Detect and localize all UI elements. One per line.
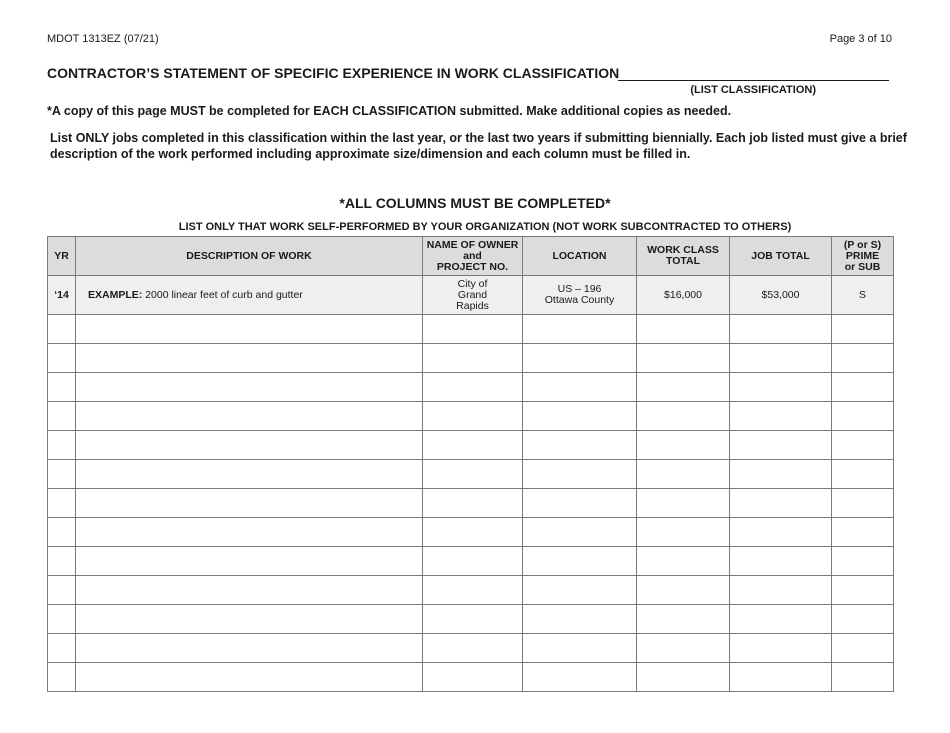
example-description-text: 2000 linear feet of curb and gutter	[145, 288, 303, 301]
entry-cell-owner[interactable]	[423, 489, 523, 518]
entry-cell-prime-sub[interactable]	[832, 460, 894, 489]
entry-cell-yr[interactable]	[48, 431, 76, 460]
entry-cell-owner[interactable]	[423, 315, 523, 344]
table-row	[48, 634, 894, 663]
example-location: US – 196 Ottawa County	[523, 276, 637, 315]
entry-cell-prime-sub[interactable]	[832, 489, 894, 518]
entry-cell-owner[interactable]	[423, 373, 523, 402]
entry-cell-prime-sub[interactable]	[832, 402, 894, 431]
col-header-work-class-total: WORK CLASS TOTAL	[637, 237, 730, 276]
entry-cell-work-class-total[interactable]	[637, 460, 730, 489]
entry-cell-job-total[interactable]	[730, 518, 832, 547]
page-number: Page 3 of 10	[829, 33, 892, 45]
entry-cell-work-class-total[interactable]	[637, 373, 730, 402]
example-yr: ‘14	[48, 276, 76, 315]
entry-cell-prime-sub[interactable]	[832, 576, 894, 605]
entry-cell-yr[interactable]	[48, 663, 76, 692]
entry-cell-work-class-total[interactable]	[637, 315, 730, 344]
entry-cell-yr[interactable]	[48, 344, 76, 373]
entry-cell-owner[interactable]	[423, 576, 523, 605]
entry-cell-prime-sub[interactable]	[832, 373, 894, 402]
entry-cell-location[interactable]	[523, 431, 637, 460]
entry-cell-work-class-total[interactable]	[637, 431, 730, 460]
example-work-class-total: $16,000	[637, 276, 730, 315]
entry-cell-work-class-total[interactable]	[637, 518, 730, 547]
copy-note: *A copy of this page MUST be completed for EACH CLASSIFICATION submitted. Make additional copies as needed.	[47, 104, 732, 118]
entry-cell-owner[interactable]	[423, 431, 523, 460]
table-row	[48, 460, 894, 489]
entry-cell-yr[interactable]	[48, 373, 76, 402]
table-header-row	[48, 237, 894, 276]
entry-cell-work-class-total[interactable]	[637, 663, 730, 692]
entry-cell-description[interactable]	[76, 460, 423, 489]
classification-field[interactable]	[618, 80, 889, 81]
entry-cell-owner[interactable]	[423, 402, 523, 431]
table-row	[48, 315, 894, 344]
example-row	[48, 276, 894, 315]
table-row	[48, 576, 894, 605]
entry-cell-yr[interactable]	[48, 460, 76, 489]
entry-cell-job-total[interactable]	[730, 460, 832, 489]
example-job-total: $53,000	[730, 276, 832, 315]
entry-cell-prime-sub[interactable]	[832, 518, 894, 547]
col-header-owner: NAME OF OWNER and PROJECT NO.	[423, 237, 523, 276]
entry-cell-description[interactable]	[76, 518, 423, 547]
entry-cell-job-total[interactable]	[730, 489, 832, 518]
entry-cell-prime-sub[interactable]	[832, 605, 894, 634]
example-label: EXAMPLE:	[88, 288, 143, 301]
entry-cell-owner[interactable]	[423, 663, 523, 692]
entry-cell-location[interactable]	[523, 663, 637, 692]
entry-cell-work-class-total[interactable]	[637, 576, 730, 605]
entry-cell-location[interactable]	[523, 634, 637, 663]
entry-cell-job-total[interactable]	[730, 402, 832, 431]
col-header-yr: YR	[48, 237, 76, 276]
instructions: List ONLY jobs completed in this classification within the last year, or the last two years if submitting biennially. Each job listed must give a brief description of the work performed including approximate size/dimension and each column must be filled in.	[50, 131, 907, 161]
entry-cell-description[interactable]	[76, 663, 423, 692]
work-experience-table	[47, 236, 894, 692]
entry-cell-location[interactable]	[523, 547, 637, 576]
entry-cell-description[interactable]	[76, 344, 423, 373]
entry-cell-job-total[interactable]	[730, 431, 832, 460]
entry-cell-prime-sub[interactable]	[832, 663, 894, 692]
col-header-location: LOCATION	[523, 237, 637, 276]
form-id: MDOT 1313EZ (07/21)	[47, 33, 159, 45]
example-prime-sub: S	[832, 276, 894, 315]
example-owner: City of Grand Rapids	[423, 276, 523, 315]
entry-cell-description[interactable]	[76, 634, 423, 663]
entry-cell-job-total[interactable]	[730, 634, 832, 663]
entry-cell-yr[interactable]	[48, 547, 76, 576]
entry-cell-owner[interactable]	[423, 518, 523, 547]
entry-cell-job-total[interactable]	[730, 373, 832, 402]
table-row	[48, 489, 894, 518]
entry-cell-owner[interactable]	[423, 460, 523, 489]
table-row	[48, 518, 894, 547]
entry-cell-location[interactable]	[523, 315, 637, 344]
entry-cell-description[interactable]	[76, 547, 423, 576]
entry-cell-location[interactable]	[523, 605, 637, 634]
entry-cell-prime-sub[interactable]	[832, 547, 894, 576]
entry-cell-job-total[interactable]	[730, 315, 832, 344]
col-header-job-total: JOB TOTAL	[730, 237, 832, 276]
self-performed-notice: LIST ONLY THAT WORK SELF-PERFORMED BY YOUR ORGANIZATION (NOT WORK SUBCONTRACTED TO OTHERS)	[178, 221, 792, 233]
table-row	[48, 547, 894, 576]
entry-cell-yr[interactable]	[48, 518, 76, 547]
entry-cell-owner[interactable]	[423, 344, 523, 373]
entry-cell-work-class-total[interactable]	[637, 605, 730, 634]
entry-cell-job-total[interactable]	[730, 605, 832, 634]
entry-cell-owner[interactable]	[423, 634, 523, 663]
entry-cell-prime-sub[interactable]	[832, 431, 894, 460]
entry-cell-description[interactable]	[76, 373, 423, 402]
entry-cell-job-total[interactable]	[730, 663, 832, 692]
entry-cell-yr[interactable]	[48, 605, 76, 634]
entry-cell-description[interactable]	[76, 489, 423, 518]
table-row	[48, 344, 894, 373]
entry-cell-location[interactable]	[523, 489, 637, 518]
table-row	[48, 402, 894, 431]
title-row	[47, 65, 890, 85]
entry-cell-prime-sub[interactable]	[832, 344, 894, 373]
entry-cell-description[interactable]	[76, 576, 423, 605]
table-row	[48, 605, 894, 634]
entry-cell-location[interactable]	[523, 373, 637, 402]
entry-cell-owner[interactable]	[423, 547, 523, 576]
entry-cell-yr[interactable]	[48, 402, 76, 431]
example-description	[76, 276, 423, 315]
entry-cell-owner[interactable]	[423, 605, 523, 634]
entry-cell-location[interactable]	[523, 518, 637, 547]
entry-cell-yr[interactable]	[48, 489, 76, 518]
entry-cell-description[interactable]	[76, 402, 423, 431]
entry-cell-description[interactable]	[76, 315, 423, 344]
entry-cell-yr[interactable]	[48, 315, 76, 344]
entry-cell-job-total[interactable]	[730, 344, 832, 373]
entry-cell-work-class-total[interactable]	[637, 402, 730, 431]
all-columns-notice: *ALL COLUMNS MUST BE COMPLETED*	[339, 195, 611, 211]
table-row	[48, 431, 894, 460]
list-classification-caption: (LIST CLASSIFICATION)	[690, 84, 816, 96]
entry-cell-prime-sub[interactable]	[832, 634, 894, 663]
col-header-prime-sub: (P or S) PRIME or SUB	[832, 237, 894, 276]
col-header-description: DESCRIPTION OF WORK	[76, 237, 423, 276]
page-title: CONTRACTOR’S STATEMENT OF SPECIFIC EXPERIENCE IN WORK CLASSIFICATION	[47, 65, 620, 81]
entry-cell-work-class-total[interactable]	[637, 489, 730, 518]
entry-cell-description[interactable]	[76, 431, 423, 460]
entry-cell-description[interactable]	[76, 605, 423, 634]
entry-cell-work-class-total[interactable]	[637, 634, 730, 663]
entry-cell-work-class-total[interactable]	[637, 547, 730, 576]
entry-cell-location[interactable]	[523, 576, 637, 605]
entry-cell-yr[interactable]	[48, 634, 76, 663]
entry-cell-job-total[interactable]	[730, 576, 832, 605]
entry-cell-location[interactable]	[523, 402, 637, 431]
table-row	[48, 663, 894, 692]
entry-cell-job-total[interactable]	[730, 547, 832, 576]
entry-cell-yr[interactable]	[48, 576, 76, 605]
entry-cell-location[interactable]	[523, 460, 637, 489]
entry-cell-prime-sub[interactable]	[832, 315, 894, 344]
table-row	[48, 373, 894, 402]
entry-cell-work-class-total[interactable]	[637, 344, 730, 373]
entry-cell-location[interactable]	[523, 344, 637, 373]
